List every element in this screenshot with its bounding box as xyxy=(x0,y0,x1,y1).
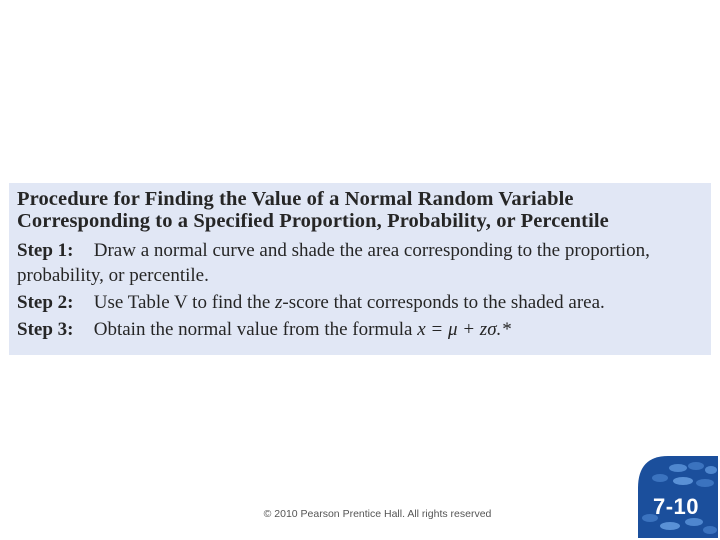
step-3-text: Obtain the normal value from the formula xyxy=(93,319,418,340)
procedure-box xyxy=(9,183,711,355)
copyright-footer: © 2010 Pearson Prentice Hall. All rights reserved xyxy=(263,508,492,520)
step-1-text: Draw a normal curve and shade the area corresponding to the proportion, probability, or percentile. xyxy=(17,240,650,286)
step-2-text-after: -score that corresponds to the shaded area. xyxy=(282,292,605,313)
step-3-formula: x = μ + zσ.* xyxy=(417,319,511,340)
step-2-label: Step 2: xyxy=(17,292,74,313)
procedure-title-line2: Corresponding to a Specified Proportion, Probability, or Percentile xyxy=(17,210,609,232)
step-2-text-before: Use Table V to find the xyxy=(93,292,276,313)
step-1-label: Step 1: xyxy=(17,240,74,261)
step-1 xyxy=(17,238,703,288)
slide-number: 7-10 xyxy=(652,494,700,519)
procedure-title-line1: Procedure for Finding the Value of a Normal Random Variable xyxy=(17,188,574,210)
step-3-label: Step 3: xyxy=(17,319,74,340)
procedure-title xyxy=(17,188,703,232)
step-2 xyxy=(17,290,703,315)
step-2-z-symbol: z xyxy=(275,292,283,313)
step-3 xyxy=(17,317,703,342)
